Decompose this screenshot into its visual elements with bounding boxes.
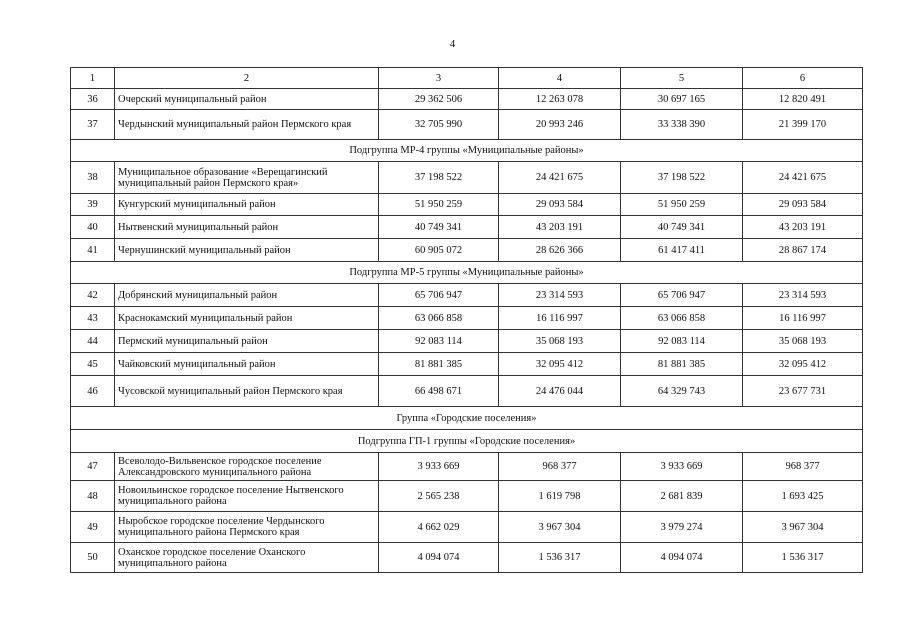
value-col-4: 3 967 304 (499, 512, 621, 543)
table-row (71, 453, 863, 481)
row-number: 40 (71, 216, 115, 239)
value-col-6: 32 095 412 (743, 353, 863, 376)
value-col-5: 64 329 743 (621, 376, 743, 407)
value-col-4: 28 626 366 (499, 239, 621, 262)
value-col-6: 24 421 675 (743, 162, 863, 194)
value-col-6: 16 116 997 (743, 307, 863, 330)
value-col-6: 1 693 425 (743, 481, 863, 512)
municipality-name: Кунгурский муниципальный район (115, 194, 379, 216)
table-row (71, 216, 863, 239)
municipality-name: Чайковский муниципальный район (115, 353, 379, 376)
value-col-5: 2 681 839 (621, 481, 743, 512)
value-col-6: 1 536 317 (743, 543, 863, 573)
value-col-5: 65 706 947 (621, 284, 743, 307)
value-col-5: 37 198 522 (621, 162, 743, 194)
value-col-4: 35 068 193 (499, 330, 621, 353)
group-header-row (71, 407, 863, 430)
row-number: 48 (71, 481, 115, 512)
municipality-name: Чернушинский муниципальный район (115, 239, 379, 262)
table-row (71, 110, 863, 140)
value-col-3: 4 094 074 (379, 543, 499, 573)
row-number: 42 (71, 284, 115, 307)
table-row (71, 162, 863, 194)
table-row (71, 353, 863, 376)
row-number: 49 (71, 512, 115, 543)
value-col-6: 28 867 174 (743, 239, 863, 262)
column-header: 1 (71, 68, 115, 89)
value-col-4: 16 116 997 (499, 307, 621, 330)
value-col-3: 60 905 072 (379, 239, 499, 262)
value-col-5: 4 094 074 (621, 543, 743, 573)
municipality-name: Муниципальное образование «Верещагинский муниципальный район Пермского края» (115, 162, 379, 194)
table-row (71, 481, 863, 512)
row-number: 45 (71, 353, 115, 376)
row-number: 50 (71, 543, 115, 573)
group-title: Подгруппа МР-4 группы «Муниципальные районы» (71, 140, 863, 162)
value-col-5: 51 950 259 (621, 194, 743, 216)
value-col-6: 12 820 491 (743, 89, 863, 110)
value-col-6: 29 093 584 (743, 194, 863, 216)
value-col-3: 92 083 114 (379, 330, 499, 353)
column-header: 5 (621, 68, 743, 89)
municipality-name: Нытвенский муниципальный район (115, 216, 379, 239)
value-col-6: 23 314 593 (743, 284, 863, 307)
municipality-name: Ныробское городское поселение Чердынского муниципального района Пермского края (115, 512, 379, 543)
column-header: 6 (743, 68, 863, 89)
value-col-4: 24 476 044 (499, 376, 621, 407)
value-col-5: 63 066 858 (621, 307, 743, 330)
column-header: 2 (115, 68, 379, 89)
value-col-5: 61 417 411 (621, 239, 743, 262)
municipality-name: Новоильинское городское поселение Нытвенского муниципального района (115, 481, 379, 512)
row-number: 39 (71, 194, 115, 216)
group-header-row (71, 430, 863, 453)
group-header-row (71, 262, 863, 284)
page-number: 4 (449, 38, 456, 50)
value-col-3: 40 749 341 (379, 216, 499, 239)
value-col-3: 2 565 238 (379, 481, 499, 512)
value-col-5: 30 697 165 (621, 89, 743, 110)
group-header-row (71, 140, 863, 162)
value-col-4: 1 619 798 (499, 481, 621, 512)
table-row (71, 543, 863, 573)
table-row (71, 307, 863, 330)
value-col-6: 43 203 191 (743, 216, 863, 239)
header-row (71, 68, 863, 89)
row-number: 47 (71, 453, 115, 481)
table-row (71, 194, 863, 216)
value-col-5: 3 933 669 (621, 453, 743, 481)
municipality-name: Пермский муниципальный район (115, 330, 379, 353)
budget-table (70, 67, 863, 573)
value-col-4: 12 263 078 (499, 89, 621, 110)
row-number: 38 (71, 162, 115, 194)
column-header: 4 (499, 68, 621, 89)
municipality-name: Оханское городское поселение Оханского муниципального района (115, 543, 379, 573)
row-number: 36 (71, 89, 115, 110)
row-number: 37 (71, 110, 115, 140)
row-number: 43 (71, 307, 115, 330)
group-title: Подгруппа ГП-1 группы «Городские поселения» (71, 430, 863, 453)
municipality-name: Добрянский муниципальный район (115, 284, 379, 307)
table-row (71, 239, 863, 262)
value-col-4: 24 421 675 (499, 162, 621, 194)
value-col-5: 92 083 114 (621, 330, 743, 353)
value-col-4: 20 993 246 (499, 110, 621, 140)
value-col-6: 23 677 731 (743, 376, 863, 407)
value-col-4: 32 095 412 (499, 353, 621, 376)
value-col-4: 968 377 (499, 453, 621, 481)
municipality-name: Всеволодо-Вильвенское городское поселение Александровского муниципального района (115, 453, 379, 481)
table-body (71, 68, 863, 573)
value-col-3: 63 066 858 (379, 307, 499, 330)
group-title: Подгруппа МР-5 группы «Муниципальные районы» (71, 262, 863, 284)
value-col-4: 29 093 584 (499, 194, 621, 216)
municipality-name: Очерский муниципальный район (115, 89, 379, 110)
value-col-5: 40 749 341 (621, 216, 743, 239)
value-col-3: 66 498 671 (379, 376, 499, 407)
value-col-4: 23 314 593 (499, 284, 621, 307)
group-title: Группа «Городские поселения» (71, 407, 863, 430)
row-number: 41 (71, 239, 115, 262)
municipality-name: Краснокамский муниципальный район (115, 307, 379, 330)
value-col-6: 21 399 170 (743, 110, 863, 140)
municipality-name: Чусовской муниципальный район Пермского края (115, 376, 379, 407)
municipality-name: Чердынский муниципальный район Пермского края (115, 110, 379, 140)
value-col-3: 29 362 506 (379, 89, 499, 110)
value-col-6: 35 068 193 (743, 330, 863, 353)
value-col-6: 968 377 (743, 453, 863, 481)
value-col-5: 3 979 274 (621, 512, 743, 543)
row-number: 44 (71, 330, 115, 353)
value-col-5: 81 881 385 (621, 353, 743, 376)
value-col-6: 3 967 304 (743, 512, 863, 543)
value-col-3: 4 662 029 (379, 512, 499, 543)
column-header: 3 (379, 68, 499, 89)
table-row (71, 376, 863, 407)
table-row (71, 284, 863, 307)
value-col-3: 32 705 990 (379, 110, 499, 140)
value-col-3: 37 198 522 (379, 162, 499, 194)
value-col-4: 1 536 317 (499, 543, 621, 573)
value-col-3: 3 933 669 (379, 453, 499, 481)
value-col-3: 51 950 259 (379, 194, 499, 216)
value-col-4: 43 203 191 (499, 216, 621, 239)
table-row (71, 89, 863, 110)
row-number: 46 (71, 376, 115, 407)
value-col-3: 81 881 385 (379, 353, 499, 376)
value-col-3: 65 706 947 (379, 284, 499, 307)
value-col-5: 33 338 390 (621, 110, 743, 140)
table-row (71, 330, 863, 353)
table-row (71, 512, 863, 543)
